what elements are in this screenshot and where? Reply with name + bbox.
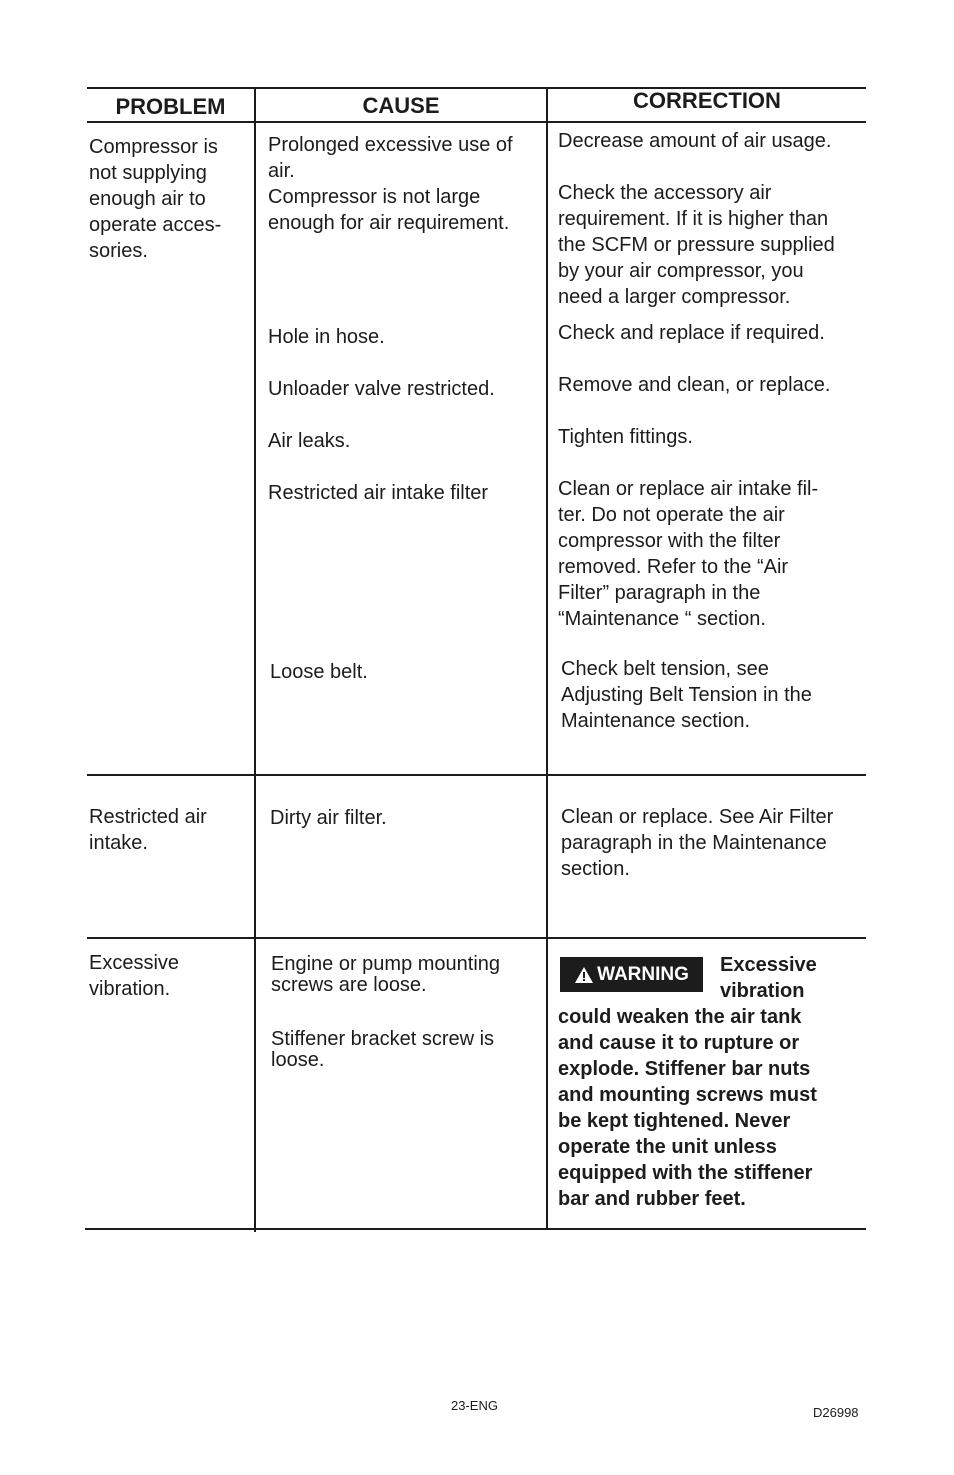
warning-label xyxy=(560,957,703,992)
page-number: 23-ENG xyxy=(451,1398,498,1413)
header-cause: CAUSE xyxy=(362,93,440,118)
row1-cause-4: Unloader valve restricted. xyxy=(268,378,495,400)
row1-correction-1: Decrease amount of air usage. xyxy=(558,130,832,152)
row3-cause-2: Stiffener bracket screw is loose. xyxy=(271,1028,495,1071)
row1-bottom-rule xyxy=(87,774,866,776)
row1-cause-5: Air leaks. xyxy=(268,430,351,452)
table-bottom-rule xyxy=(85,1228,866,1230)
row2-cause-1: Dirty air filter. xyxy=(270,807,387,829)
row1-correction-7: Check belt tension, see Adjusting Belt Tension in the Maintenance section. xyxy=(561,658,812,732)
row1-cause-6: Restricted air intake filter xyxy=(268,482,489,504)
row1-cause-2: Compressor is not large enough for air requirement. xyxy=(268,186,510,234)
warning-lead: Excessive vibration xyxy=(720,954,817,1002)
warning-label-text: WARNING xyxy=(597,963,689,985)
column-divider-2 xyxy=(546,87,548,1230)
header-correction: CORRECTION xyxy=(633,88,781,113)
header-problem: PROBLEM xyxy=(115,94,226,119)
row1-correction-4: Remove and clean, or replace. xyxy=(558,374,831,396)
row1-cause-7: Loose belt. xyxy=(270,661,368,683)
row1-cause-3: Hole in hose. xyxy=(268,326,385,348)
row2-bottom-rule xyxy=(87,937,866,939)
warning-body: could weaken the air tank and cause it to rupture or explode. Stiffener bar nuts and mounting screws must be kept tightened. Never operate the unit unless equipped with the stiffener bar and rubber feet. xyxy=(558,1006,817,1210)
row1-correction-6: Clean or replace air intake fil- ter. Do not operate the air compressor with the filter removed. Refer to the “Air Filter” paragraph in the “Maintenance “ section. xyxy=(558,478,819,630)
row1-correction-2: Check the accessory air requirement. If it is higher than the SCFM or pressure supplied by your air compressor, you need a larger compressor. xyxy=(558,182,835,308)
row2-problem: Restricted air intake. xyxy=(89,806,207,854)
header-bottom-rule xyxy=(87,121,866,123)
document-code: D26998 xyxy=(813,1405,859,1420)
column-divider-1 xyxy=(254,87,256,1232)
row3-problem: Excessive vibration. xyxy=(89,952,180,1000)
warning-triangle-icon xyxy=(574,966,594,984)
row1-problem: Compressor is not supplying enough air to operate acces- sories. xyxy=(89,136,222,262)
row1-cause-1: Prolonged excessive use of air. xyxy=(268,134,513,182)
row1-correction-5: Tighten fittings. xyxy=(558,426,693,448)
row1-correction-3: Check and replace if required. xyxy=(558,322,825,344)
row2-correction-1: Clean or replace. See Air Filter paragraph in the Maintenance section. xyxy=(561,806,834,880)
row3-cause-1: Engine or pump mounting screws are loose. xyxy=(271,953,501,996)
